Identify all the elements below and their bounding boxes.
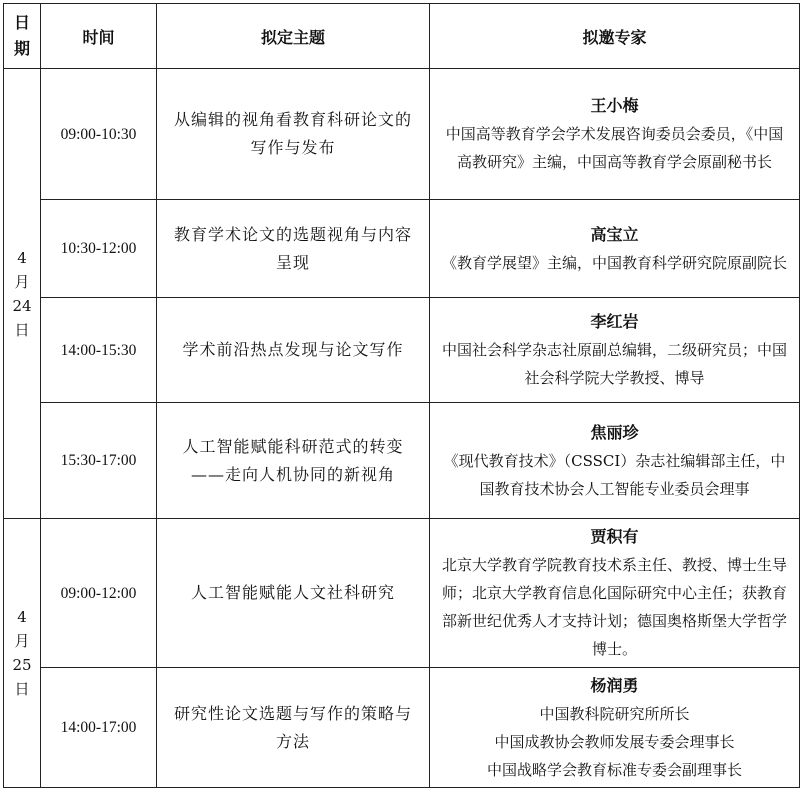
expert-desc: 北京大学教育学院教育技术系主任、教授、博士生导师；北京大学教育信息化国际研究中心主任；获教育部新世纪优秀人才支持计划；德国奥格斯堡大学哲学博士。 [441, 556, 787, 658]
expert-cell [430, 403, 800, 519]
expert-cell [430, 200, 800, 298]
header-topic: 拟定主题 [157, 4, 430, 69]
expert-desc: 《现代教育技术》（CSSCI）杂志社编辑部主任，中国教育技术协会人工智能专业委员会理事 [443, 451, 786, 498]
time-cell: 14:00-17:00 [41, 668, 157, 788]
table-row [4, 403, 800, 519]
topic-cell: 学术前沿热点发现与论文写作 [157, 298, 430, 403]
time-cell: 09:00-10:30 [41, 69, 157, 200]
expert-name: 焦丽珍 [590, 422, 639, 442]
expert-name: 高宝立 [590, 224, 639, 244]
schedule-table-wrapper [3, 3, 800, 788]
table-row [4, 519, 800, 668]
topic-cell: 人工智能赋能科研范式的转变——走向人机协同的新视角 [157, 403, 430, 519]
expert-cell [430, 668, 800, 788]
topic-cell: 教育学术论文的选题视角与内容呈现 [157, 200, 430, 298]
topic-cell: 研究性论文选题与写作的策略与方法 [157, 668, 430, 788]
table-row [4, 668, 800, 788]
time-cell: 15:30-17:00 [41, 403, 157, 519]
header-time: 时间 [41, 4, 157, 69]
time-cell: 14:00-15:30 [41, 298, 157, 403]
expert-cell [430, 519, 800, 668]
expert-desc: 《教育学展望》主编，中国教育科学研究院原副院长 [441, 253, 787, 272]
expert-line: 中国战略学会教育标准专委会副理事长 [486, 760, 742, 779]
date-cell-day1: 4 月 24 日 [4, 69, 41, 519]
time-cell: 09:00-12:00 [41, 519, 157, 668]
expert-cell [430, 298, 800, 403]
table-row [4, 69, 800, 200]
header-date: 日 期 [4, 4, 41, 69]
expert-line: 中国教科院研究所所长 [539, 704, 690, 723]
expert-desc: 中国社会科学杂志社原副总编辑，二级研究员；中国社会科学院大学教授、博导 [441, 341, 787, 387]
expert-name: 李红岩 [590, 312, 639, 331]
expert-desc: 中国高等教育学会学术发展咨询委员会委员，《中国高教研究》主编，中国高等教育学会原副秘书长 [445, 125, 784, 171]
expert-name: 杨润勇 [590, 675, 639, 695]
expert-name: 贾积有 [590, 527, 639, 546]
date-cell-day2: 4 月 25 日 [4, 519, 41, 788]
header-row [4, 4, 800, 69]
table-row [4, 298, 800, 403]
topic-cell: 从编辑的视角看教育科研论文的写作与发布 [157, 69, 430, 200]
table-row [4, 200, 800, 298]
header-expert: 拟邀专家 [430, 4, 800, 69]
expert-name: 王小梅 [590, 96, 639, 115]
expert-cell [430, 69, 800, 200]
schedule-table [3, 3, 800, 788]
topic-cell: 人工智能赋能人文社科研究 [157, 519, 430, 668]
time-cell: 10:30-12:00 [41, 200, 157, 298]
expert-line: 中国成教协会教师发展专委会理事长 [494, 732, 735, 751]
